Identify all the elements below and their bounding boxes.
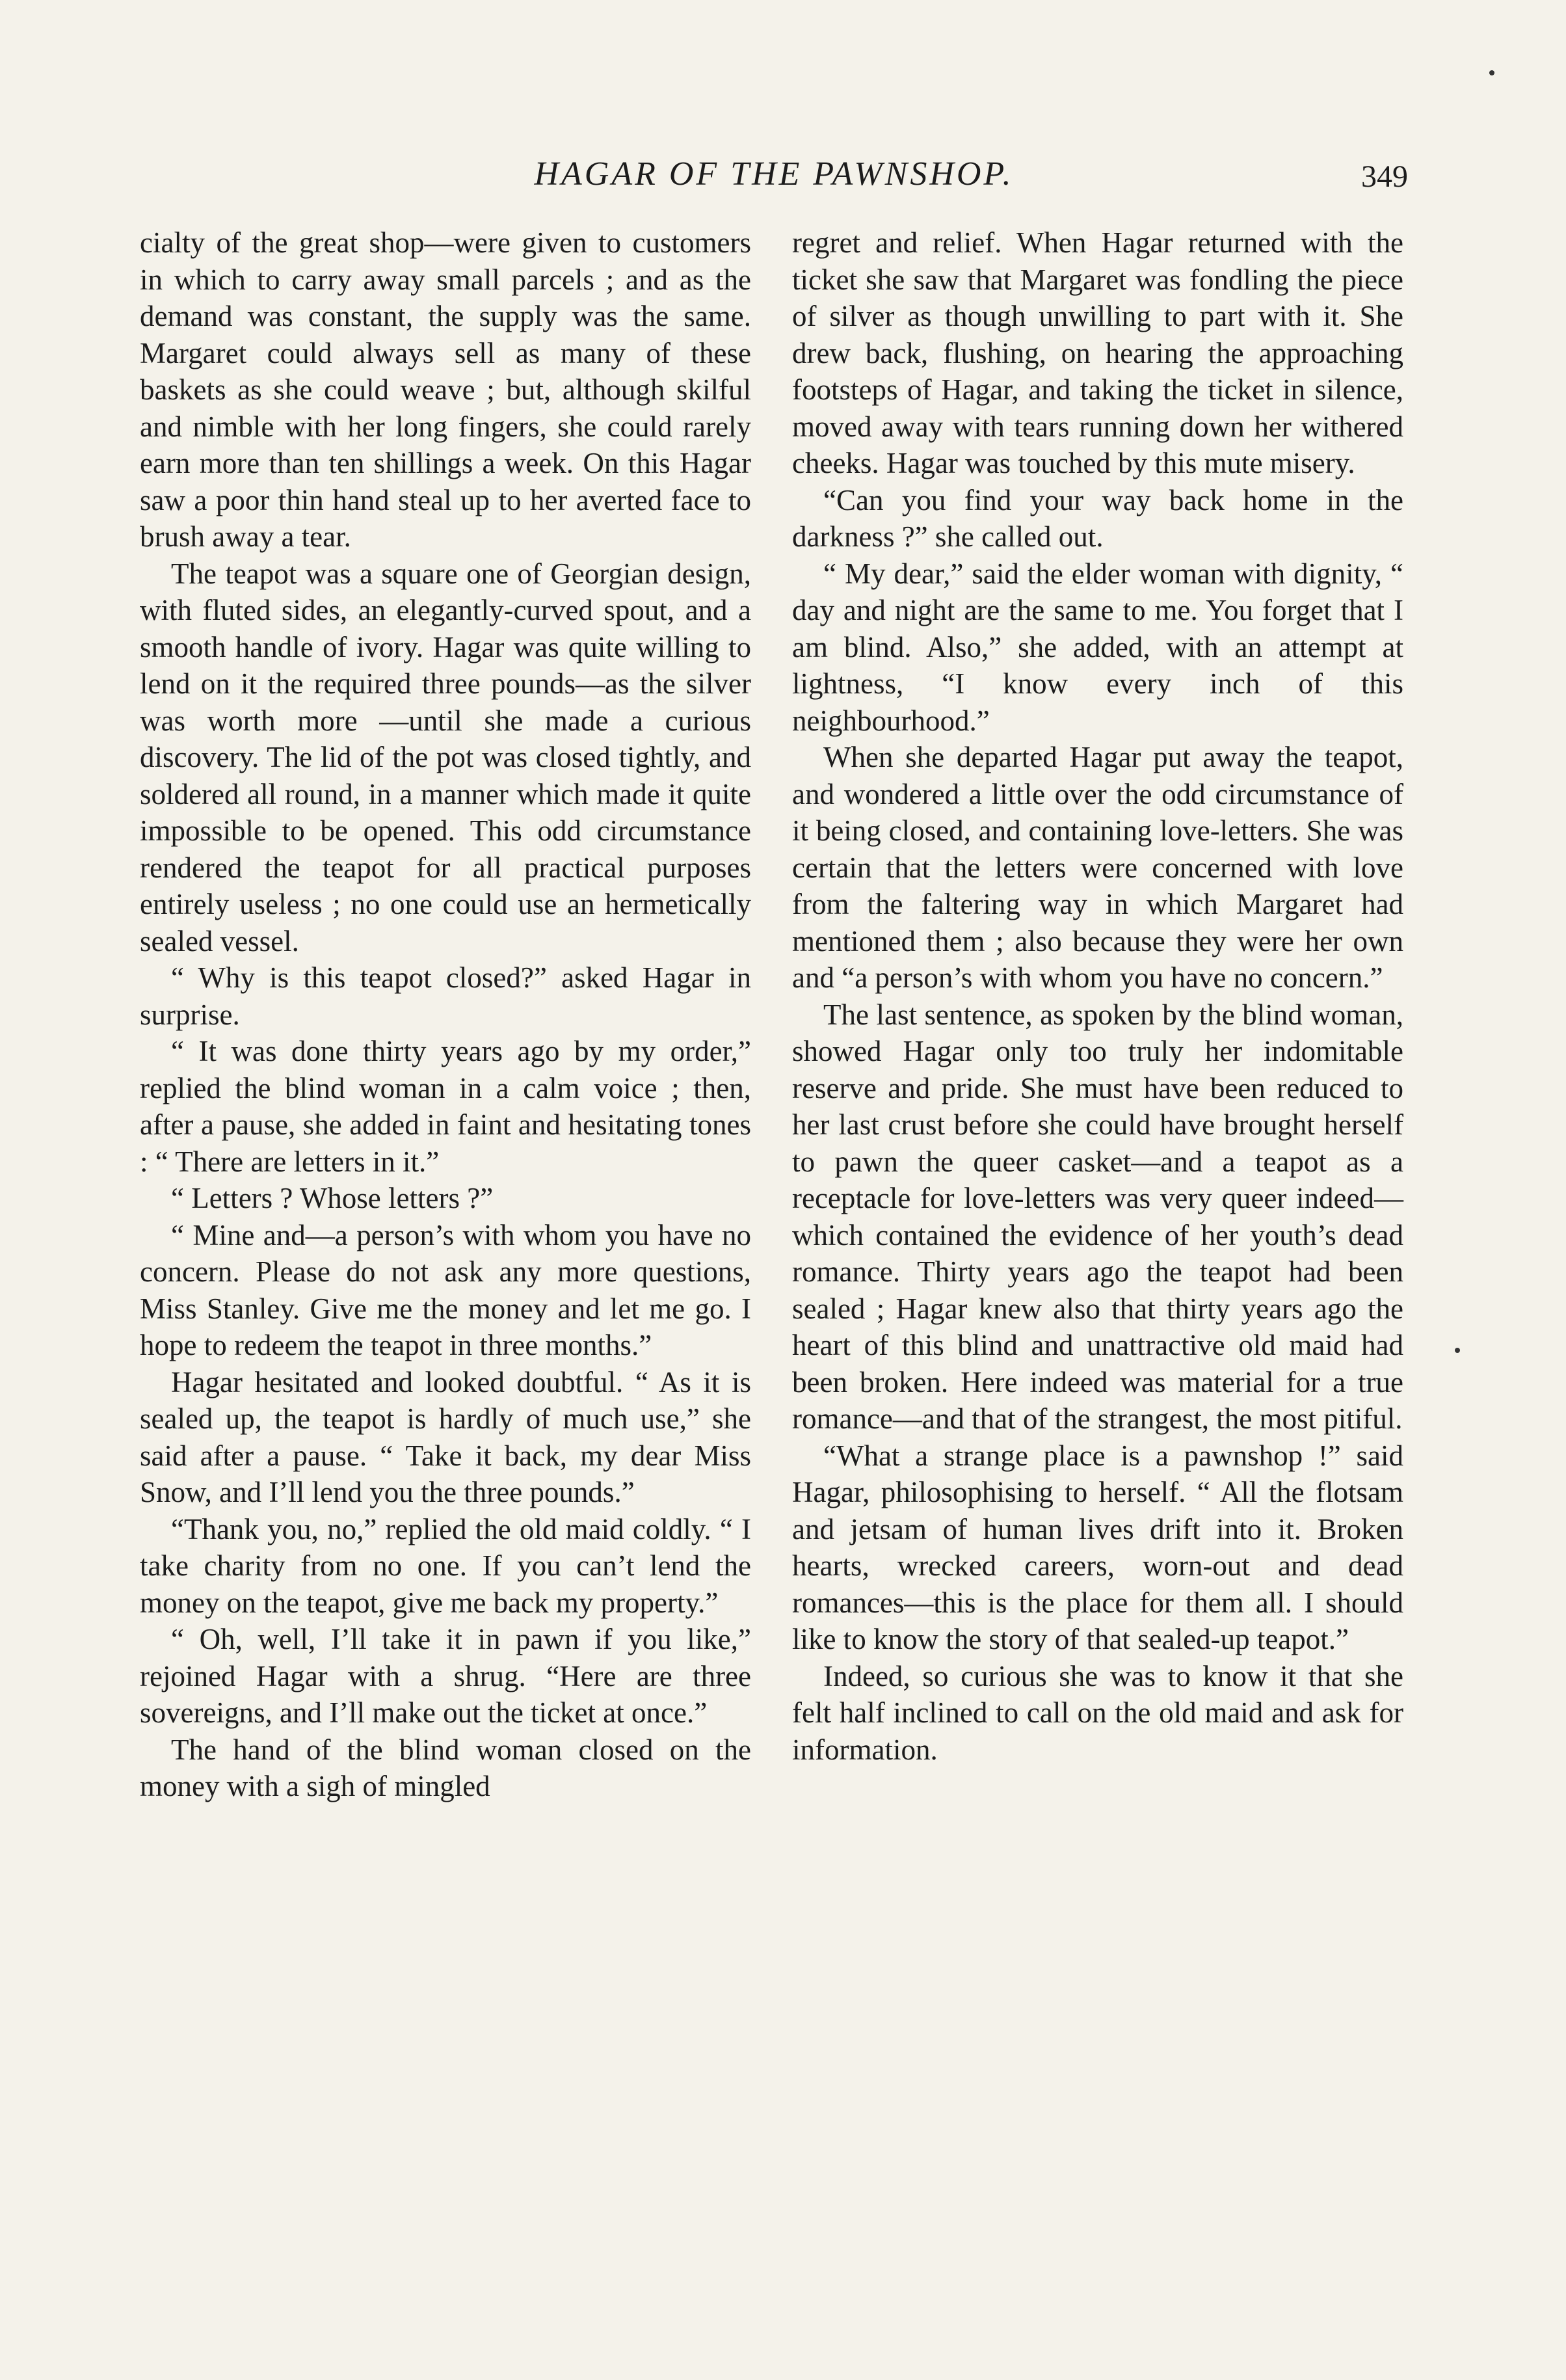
paragraph: “Can you find your way back home in the darkness ?” she called out. (792, 483, 1403, 553)
page-number: 349 (1361, 159, 1408, 194)
paragraph: “Thank you, no,” replied the old maid coldly. “ I take charity from no one. If you can’t lend the money on the teapot, give me back my property.” (140, 1512, 751, 1619)
page-header (140, 155, 1408, 207)
running-title: HAGAR OF THE PAWNSHOP. (534, 155, 1014, 193)
paragraph: “ Oh, well, I’ll take it in pawn if you like,” rejoined Hagar with a shrug. “Here are three sovereigns, and I’ll make out the ticket at once.” (140, 1623, 751, 1729)
paragraph: The last sentence, as spoken by the blind woman, showed Hagar only too truly her indomitable reserve and pride. She must have been reduced to her last crust before she could have brought herself to pawn the queer casket—and a teapot as a receptacle for love-letters was very queer indeed—which contained the evidence of her youth’s dead romance. Thirty years ago the teapot had been sealed ; Hagar knew also that thirty years ago the heart of this blind and unattractive old maid had been broken. Here indeed was material for a true romance—and that of the strangest, the most pitiful. (792, 998, 1403, 1435)
paragraph: “ My dear,” said the elder woman with dignity, “ day and night are the same to me. You forget that I am blind. Also,” she added, with an attempt at lightness, “I know every inch of this neighbourhood.” (792, 557, 1403, 737)
paragraph: “ Letters ? Whose letters ?” (171, 1182, 494, 1214)
paragraph: “ Why is this teapot closed?” asked Hagar in surprise. (140, 961, 751, 1031)
paragraph: “ It was done thirty years ago by my order,” replied the blind woman in a calm voice ; then, after a pause, she added in faint and hesitating tones : “ There are letters in it.” (140, 1035, 751, 1178)
left-column (140, 224, 751, 1805)
paragraph: The teapot was a square one of Georgian design, with fluted sides, an elegantly-curved spout, and a smooth handle of ivory. Hagar was quite willing to lend on it the required three pounds—as the silver was worth more —until she made a curious discovery. The lid of the pot was closed tightly, and soldered all round, in a manner which made it quite impossible to be opened. This odd circumstance rendered the teapot for all practical purposes entirely useless ; no one could use an hermetically sealed vessel. (140, 557, 751, 957)
paragraph: When she departed Hagar put away the teapot, and wondered a little over the odd circumstance of it being closed, and containing love-letters. She was certain that the letters were concerned with love from the faltering way in which Margaret had mentioned them ; also because they were her own and “a person’s with whom you have no concern.” (792, 741, 1403, 994)
right-column (792, 224, 1403, 1768)
print-speck (1455, 1348, 1460, 1353)
paragraph: Hagar hesitated and looked doubtful. “ As it is sealed up, the teapot is hardly of much use,” she said after a pause. “ Take it back, my dear Miss Snow, and I’ll lend you the three pounds.” (140, 1365, 751, 1508)
paragraph: “ Mine and—a person’s with whom you have no concern. Please do not ask any more questions, Miss Stanley. Give me the money and let me go. I hope to redeem the teapot in three months.” (140, 1218, 751, 1361)
print-speck (1489, 70, 1494, 75)
paragraph: regret and relief. When Hagar returned with the ticket she saw that Margaret was fondling the piece of silver as though unwilling to part with it. She drew back, flushing, on hearing the approaching footsteps of Hagar, and taking the ticket in silence, moved away with tears running down her withered cheeks. Hagar was touched by this mute misery. (792, 226, 1403, 479)
paragraph: cialty of the great shop—were given to customers in which to carry away small parcels ; and as the demand was constant, the supply was the same. Margaret could always sell as many of these baskets as she could weave ; but, although skilful and nimble with her long fingers, she could rarely earn more than ten shillings a week. On this Hagar saw a poor thin hand steal up to her averted face to brush away a tear. (140, 226, 751, 553)
paragraph: The hand of the blind woman closed on the money with a sigh of mingled (140, 1733, 751, 1802)
paragraph: Indeed, so curious she was to know it that she felt half inclined to call on the old maid and ask for information. (792, 1659, 1403, 1766)
paragraph: “What a strange place is a pawnshop !” said Hagar, philosophising to herself. “ All the flotsam and jetsam of human lives drift into it. Broken hearts, wrecked careers, worn-out and dead romances—this is the place for them all. I should like to know the story of that sealed-up teapot.” (792, 1439, 1403, 1655)
